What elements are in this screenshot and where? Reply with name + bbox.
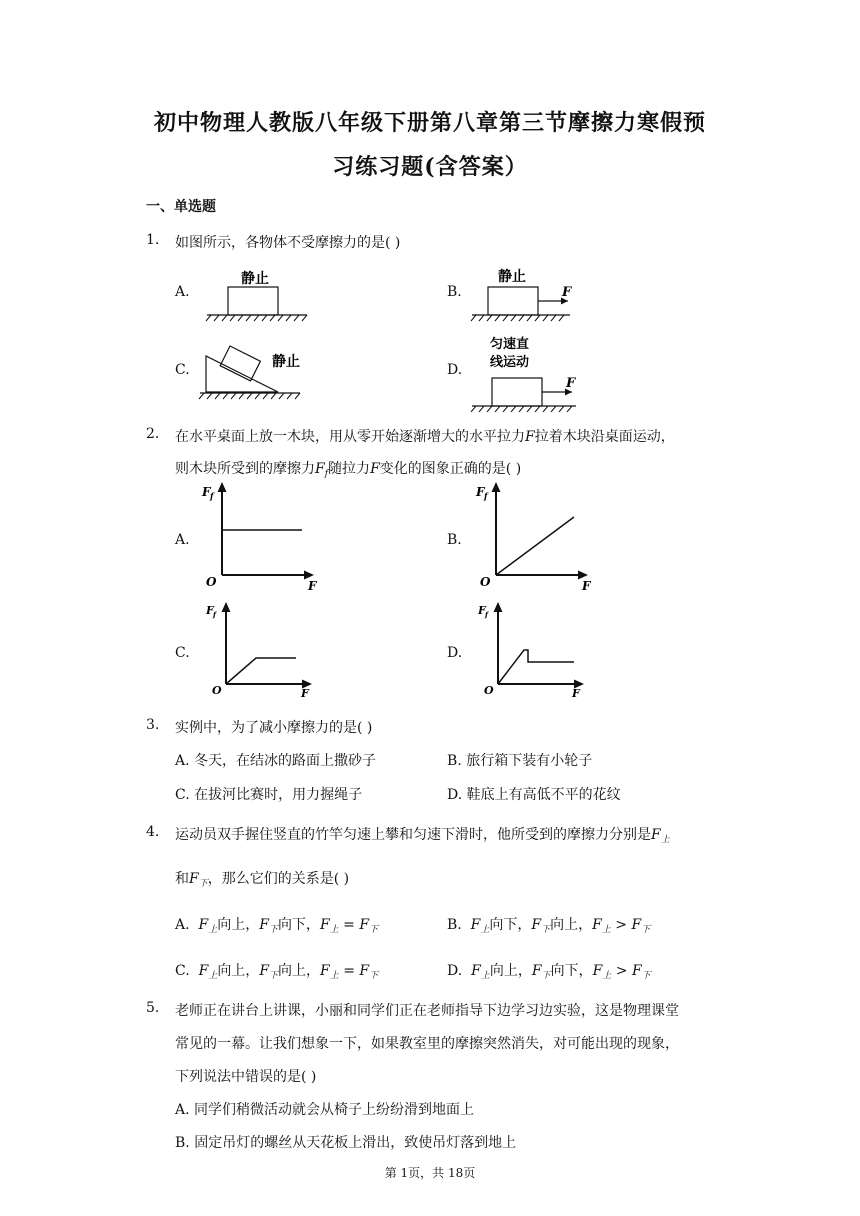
page-footer: 第 1页，共 18页 [384,1166,476,1180]
q3-number: 3. [146,717,160,733]
q2-c-axis-y-sub: f [213,610,217,619]
q2-b-axis-x: F [582,579,591,592]
q2-b-axis-y: F [476,485,485,499]
q2-line2-sub: f [324,469,329,479]
q3-option-d: D. 鞋底上有高低不平的花纹 [447,787,621,803]
q1-number: 1. [146,232,160,248]
q2-a-axis-y: F [202,485,211,499]
q4-line1-f: F [651,827,661,843]
q4-c-rel: = [338,963,360,979]
q4-b-sub2: 下 [541,925,551,935]
q4-a-sub2: 下 [268,925,278,935]
page-title-line2: 习练习题(含答案） [332,154,528,180]
q4-c-f4: F [359,963,370,979]
q4-a-f3: F [319,917,330,933]
q1-option-d-label: D. [447,362,463,378]
q2-line2 [175,458,521,479]
q5-line2: 常见的一幕。让我们想象一下，如果教室里的摩擦突然消失，对可能出现的现象， [175,1036,679,1052]
q4-line1-text: 运动员双手握住竖直的竹竿匀速上攀和匀速下滑时，他所受到的摩擦力分别是 [175,827,651,843]
q4-b-letter: B. [447,917,462,933]
q2-d-axis-x: F [572,687,580,700]
q2-option-d-label: D. [447,645,463,661]
q2-c-axis-x: F [301,687,309,700]
q4-a-letter: A. [175,917,190,933]
q2-option-c-label: C. [175,645,190,661]
q3-option-c: C. 在拔河比赛时，用力握绳子 [175,787,363,803]
q1-b-static-label: 静止 [498,269,526,285]
q1-option-c-label: C. [175,362,190,378]
q4-b-sub1: 上 [480,925,490,935]
q2-line2-c: 变化的图象正确的是( ) [379,461,522,477]
q4-b-f4: F [631,917,642,933]
q3-option-b: B. 旅行箱下装有小轮子 [447,753,593,769]
q2-d-axis-y: F [478,604,486,617]
q2-option-b-label: B. [447,532,462,548]
q4-option-d [447,960,651,981]
q1-option-a-label: A. [175,284,190,300]
q1-b-force-label: F [562,285,572,300]
q4-b-rel: > [610,917,632,933]
q3-text: 实例中，为了减小摩擦力的是( ) [175,720,373,736]
q4-a-dir1: 向上， [217,917,260,933]
q2-a-axis-x: F [308,579,317,592]
q4-line1 [175,824,670,845]
q4-c-dir2: 向上， [278,963,321,979]
q4-d-sub4: 下 [641,971,651,981]
q5-option-a: A. 同学们稍微活动就会从椅子上纷纷滑到地面上 [175,1102,475,1118]
q4-option-c [175,960,378,981]
q2-b-axis-y-sub: f [484,491,488,501]
q4-c-f2: F [259,963,270,979]
q2-option-a-label: A. [175,532,190,548]
q4-d-f1: F [471,963,481,979]
q1-a-static-label: 静止 [241,271,269,287]
q2-line1-b: 拉着木块沿桌面运动， [534,429,675,445]
q4-d-dir1: 向上， [489,963,532,979]
q5-option-b: B. 固定吊灯的螺丝从天花板上滑出，致使吊灯落到地上 [175,1135,517,1151]
q4-c-sub1: 上 [208,971,218,981]
q4-line2-f: F [189,871,199,887]
q4-d-letter: D. [447,963,463,979]
q1-option-b-label: B. [447,284,462,300]
q4-a-sub1: 上 [208,925,218,935]
q3-option-a: A. 冬天，在结冰的路面上撒砂子 [175,753,377,769]
q4-b-f2: F [531,917,542,933]
q5-line1: 老师正在讲台上讲课，小丽和同学们正在老师指导下边学习边实验，这是物理课堂 [175,1003,679,1019]
q4-d-f3: F [592,963,603,979]
q1-figure-d [470,332,582,412]
q1-text: 如图所示，各物体不受摩擦力的是( ) [175,235,401,251]
q4-b-f3: F [592,917,602,933]
q4-d-f4: F [631,963,642,979]
q4-c-dir1: 向上， [217,963,260,979]
q4-d-rel: > [611,963,632,979]
q4-b-sub4: 下 [641,925,651,935]
q4-line2 [175,868,349,889]
q1-d-uniform-label-1: 匀速直 [490,337,530,352]
q4-a-f4: F [359,917,370,933]
q4-a-f1: F [198,917,209,933]
q5-number: 5. [146,1000,160,1016]
q4-b-dir2: 向上， [550,917,593,933]
q4-c-sub3: 上 [329,971,339,981]
q2-b-origin: O [480,575,491,589]
q4-b-sub3: 上 [601,925,611,935]
q2-graph-c [198,598,318,700]
q4-a-rel: = [338,917,360,933]
q2-a-axis-y-sub: f [210,491,214,501]
q4-a-dir2: 向下， [277,917,320,933]
q4-a-sub4: 下 [369,925,379,935]
q2-graph-d [472,598,592,700]
q4-b-f1: F [470,917,481,933]
q4-line2-sub: 下 [198,879,208,889]
q2-d-origin: O [484,684,494,697]
q4-b-dir1: 向下， [489,917,532,933]
q4-d-sub1: 上 [480,971,490,981]
q2-a-origin: O [206,575,217,589]
q4-d-sub2: 下 [541,971,551,981]
q1-c-static-label: 静止 [272,354,300,370]
q2-graph-a [198,480,318,592]
q4-d-dir2: 向下， [550,963,593,979]
q4-a-f2: F [259,917,269,933]
q4-line2-a: 和 [175,871,189,887]
q4-c-f3: F [320,963,330,979]
page-title-line1: 初中物理人教版八年级下册第八章第三节摩擦力寒假预 [153,110,706,136]
q2-line1-a: 在水平桌面上放一木块，用从零开始逐渐增大的水平拉力 [175,429,525,445]
q2-line2-f: F [370,461,380,477]
q2-number: 2. [146,426,160,442]
q4-c-letter: C. [175,963,190,979]
q2-line2-ff: F [315,461,325,477]
q4-number: 4. [146,824,160,840]
q1-figure-a [205,266,315,322]
section-heading: 一、单选题 [146,199,216,215]
q5-line3: 下列说法中错误的是( ) [175,1069,317,1085]
q2-c-axis-y: F [206,604,214,617]
q2-line2-b: 随拉力 [328,461,371,477]
q1-figure-b [470,264,580,322]
q2-line2-a: 则木块所受到的摩擦力 [175,461,315,477]
q4-a-sub3: 上 [329,925,339,935]
q1-figure-c [198,336,310,402]
q4-option-a [175,914,378,935]
q4-d-sub3: 上 [602,971,612,981]
q1-d-uniform-label-2: 线运动 [490,355,530,370]
q4-c-sub2: 下 [269,971,279,981]
q2-d-axis-y-sub: f [485,610,489,619]
q4-c-f1: F [198,963,209,979]
q2-line1-f: F [525,429,535,445]
q4-line1-sub: 上 [660,835,670,845]
q4-c-sub4: 下 [369,971,379,981]
q4-line2-b: ，那么它们的关系是( ) [207,871,350,887]
q4-d-f2: F [531,963,542,979]
q2-c-origin: O [212,684,222,697]
q4-option-b [447,914,650,935]
q2-graph-b [472,480,592,592]
q2-line1 [175,426,675,446]
q1-d-force-label: F [566,376,576,391]
